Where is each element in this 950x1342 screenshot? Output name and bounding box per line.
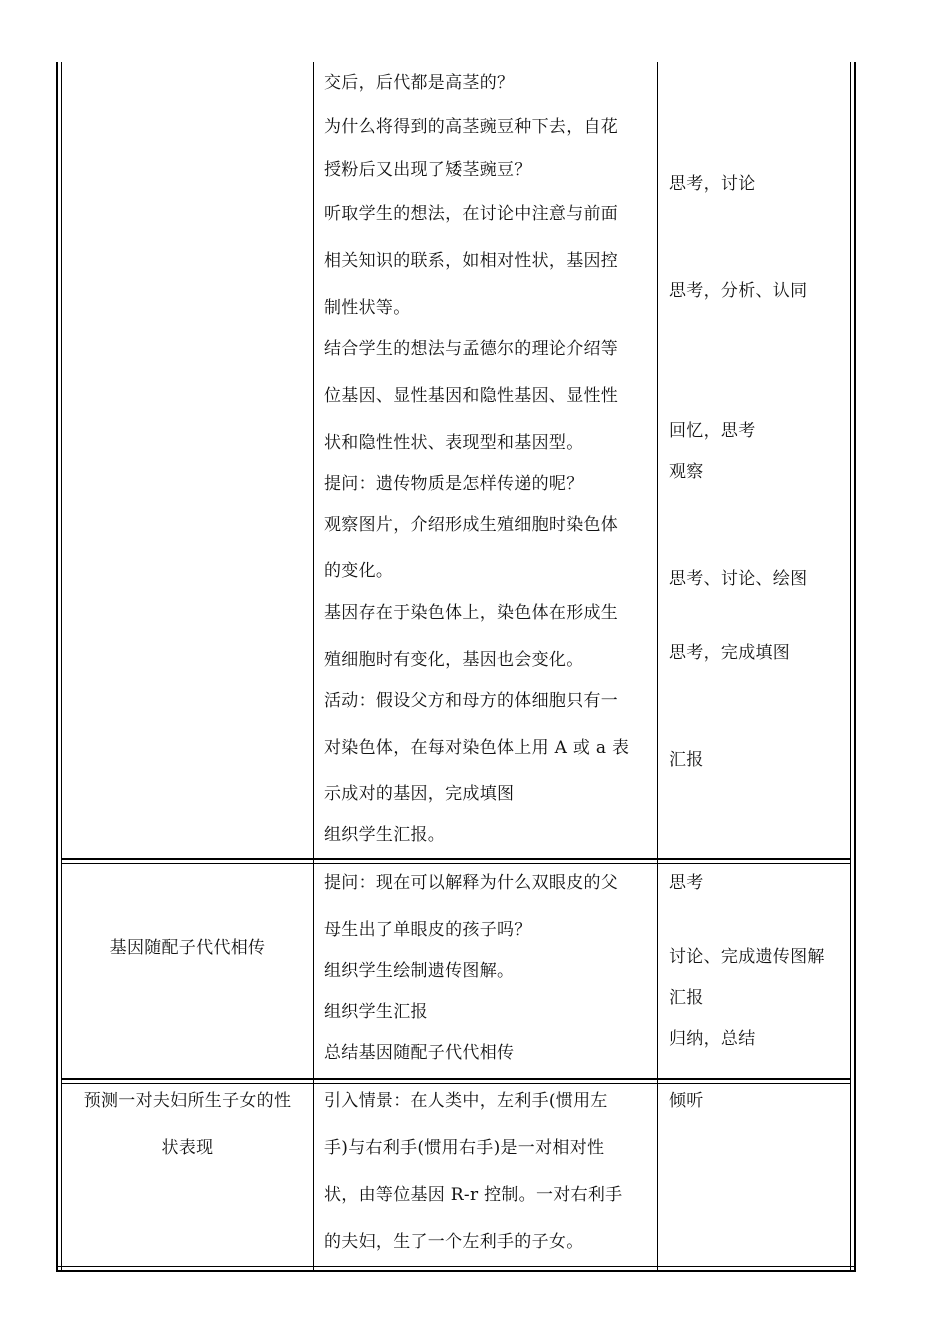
s1-middle-line: 位基因、显性基因和隐性基因、显性性 xyxy=(324,386,619,406)
s1-middle-line: 状和隐性性状、表现型和基因型。 xyxy=(324,433,584,453)
s2-middle-line: 提问：现在可以解释为什么双眼皮的父 xyxy=(324,873,619,893)
s3-middle-line: 手)与右利手(惯用右手)是一对相对性 xyxy=(324,1138,605,1158)
s1-middle-line: 基因存在于染色体上，染色体在形成生 xyxy=(324,603,619,623)
s1-right-line: 思考，分析、认同 xyxy=(669,281,808,301)
s1-middle-line: 的变化。 xyxy=(324,561,394,581)
s1-right-line: 思考、讨论、绘图 xyxy=(669,569,808,589)
s2-middle-line: 组织学生汇报 xyxy=(324,1002,428,1022)
s3-left-line: 状表现 xyxy=(161,1138,214,1158)
s1-middle-line: 示成对的基因，完成填图 xyxy=(324,784,515,804)
s3-middle-line: 引入情景：在人类中，左利手(惯用左 xyxy=(324,1091,608,1111)
s1-middle-line: 结合学生的想法与孟德尔的理论介绍等 xyxy=(324,339,619,359)
s1-middle-line: 为什么将得到的高茎豌豆种下去，自花 xyxy=(324,117,619,137)
s1-middle-line: 活动：假设父方和母方的体细胞只有一 xyxy=(324,691,619,711)
s3-left-line: 预测一对夫妇所生子女的性 xyxy=(83,1091,292,1111)
s1-middle-line: 对染色体，在每对染色体上用 A 或 a 表 xyxy=(324,738,630,758)
s3-middle-line: 状，由等位基因 R-r 控制。一对右利手 xyxy=(324,1185,623,1205)
s2-right-line: 讨论、完成遗传图解 xyxy=(669,947,825,967)
s2-right-line: 归纳，总结 xyxy=(669,1029,756,1049)
s2-middle-line: 母生出了单眼皮的孩子吗？ xyxy=(324,920,532,940)
s1-middle-line: 交后，后代都是高茎的？ xyxy=(324,73,515,93)
s1-middle-line: 观察图片，介绍形成生殖细胞时染色体 xyxy=(324,515,619,535)
s1-right-line: 思考，讨论 xyxy=(669,174,756,194)
s2-right-line: 汇报 xyxy=(669,988,704,1008)
s3-right-line: 倾听 xyxy=(669,1091,704,1111)
s1-middle-line: 制性状等。 xyxy=(324,298,411,318)
s1-right-line: 观察 xyxy=(669,462,704,482)
s1-middle-line: 提问：遗传物质是怎样传递的呢？ xyxy=(324,474,584,494)
s2-right-line: 思考 xyxy=(669,873,704,893)
s1-middle-line: 听取学生的想法，在讨论中注意与前面 xyxy=(324,204,619,224)
s1-right-line: 思考，完成填图 xyxy=(669,643,791,663)
s1-middle-line: 组织学生汇报。 xyxy=(324,825,446,845)
s3-middle-line: 的夫妇，生了一个左利手的子女。 xyxy=(324,1232,584,1252)
s2-middle-line: 总结基因随配子代代相传 xyxy=(324,1043,515,1063)
s1-middle-line: 授粉后又出现了矮茎豌豆？ xyxy=(324,160,532,180)
s1-middle-line: 相关知识的联系，如相对性状，基因控 xyxy=(324,251,619,271)
s2-left-label: 基因随配子代代相传 xyxy=(109,938,266,958)
s2-middle-line: 组织学生绘制遗传图解。 xyxy=(324,961,515,981)
s1-middle-line: 殖细胞时有变化，基因也会变化。 xyxy=(324,650,584,670)
s1-right-line: 汇报 xyxy=(669,750,704,770)
s1-right-line: 回忆，思考 xyxy=(669,421,756,441)
